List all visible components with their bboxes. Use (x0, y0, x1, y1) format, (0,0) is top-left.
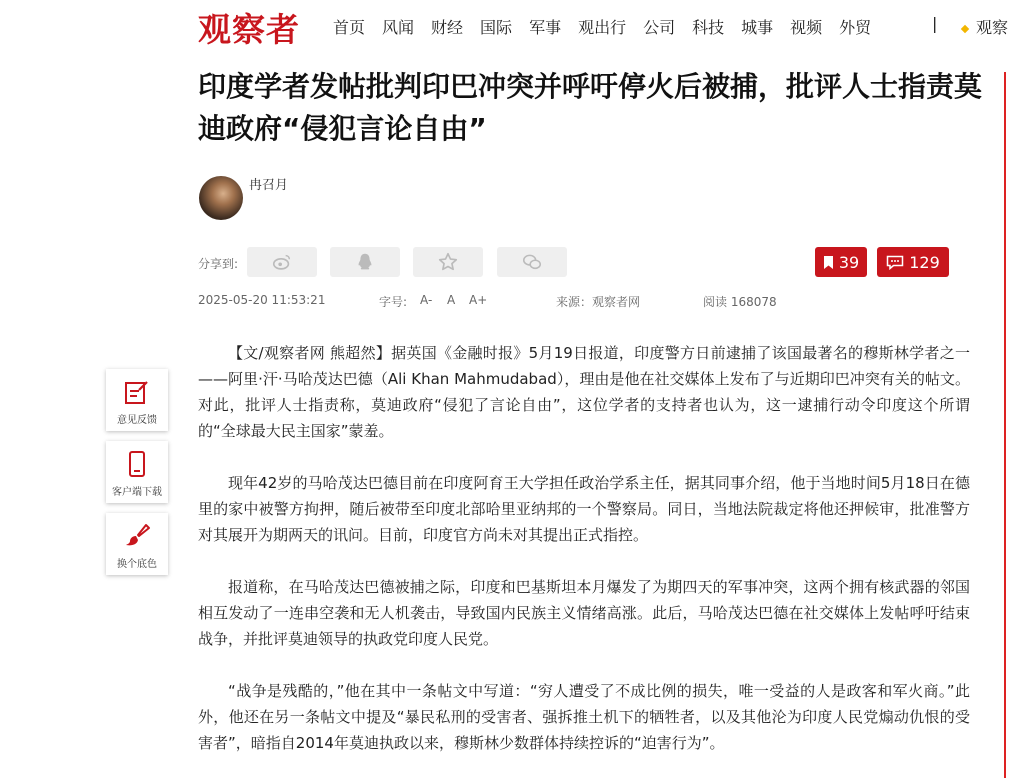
share-label: 分享到: (198, 257, 239, 271)
nav-item-home[interactable]: 首页 (333, 18, 366, 37)
publish-datetime: 2025-05-20 11:53:21 (198, 293, 326, 307)
star-icon (437, 251, 459, 273)
paragraph: 报道称，在马哈茂达巴德被捕之际，印度和巴基斯坦本月爆发了为期四天的军事冲突，这两个拥有核武器的邻国相互发动了一连串空袭和无人机袭击，导致国内民族主义情绪高涨。此后，马哈茂达巴德在社交媒体上发帖呼吁结束战争，并批评莫迪领导的执政党印度人民党。 (198, 578, 970, 648)
font-size-large-button[interactable]: A+ (469, 293, 488, 307)
bookmark-icon (823, 255, 834, 270)
nav-menu (333, 15, 888, 38)
author-name[interactable]: 冉召月 (249, 178, 289, 193)
site-logo[interactable]: 观察者 (198, 10, 300, 49)
article-title: 印度学者发帖批判印巴冲突并呼吁停火后被捕，批评人士指责莫迪政府“侵犯言论自由” (198, 70, 983, 145)
nav-item-company[interactable]: 公司 (643, 18, 676, 37)
bookmark-count-button[interactable] (815, 247, 867, 277)
feedback-icon (122, 377, 152, 407)
font-size-label: 字号: (379, 295, 408, 309)
comment-icon (886, 255, 904, 270)
font-size-small-button[interactable]: A- (420, 293, 433, 307)
feedback-label: 意见反馈 (117, 415, 157, 426)
paragraph: 【文/观察者网 熊超然】据英国《金融时报》5月19日报道，印度警方日前逮捕了该国最著名的穆斯林学者之一——阿里·汗·马哈茂达巴德（Ali Khan Mahmudabad），理由是他在社交媒体上发布了与近期印巴冲突有关的帖文。对此，批评人士指责称，莫迪政府“侵犯了言论自由”，这位学者的支持者也认为，这一逮捕行动令印度这个所谓的“全球最大民主国家”蒙羞。 (198, 344, 970, 440)
diamond-icon (961, 24, 969, 32)
client-download-button[interactable] (106, 441, 168, 503)
comment-count: 129 (909, 252, 940, 272)
change-background-label: 换个底色 (117, 559, 157, 570)
nav-item-international[interactable]: 国际 (480, 18, 513, 37)
font-size-normal-button[interactable]: A (447, 293, 456, 307)
nav-item-trade[interactable]: 外贸 (839, 18, 872, 37)
nav-item-fengwen[interactable]: 风闻 (382, 18, 415, 37)
share-wechat-button[interactable] (497, 247, 567, 277)
nav-extra-label: 观察 (976, 18, 1009, 37)
nav-item-city[interactable]: 城事 (741, 18, 774, 37)
right-rail (1004, 72, 1010, 778)
nav-separator: | (932, 14, 938, 33)
nav-item-travel[interactable]: 观出行 (578, 18, 627, 37)
brush-icon (122, 521, 152, 551)
share-qq-button[interactable] (330, 247, 400, 277)
client-download-label: 客户端下载 (112, 487, 162, 498)
share-weibo-button[interactable] (247, 247, 317, 277)
change-background-button[interactable] (106, 513, 168, 575)
wechat-icon (521, 251, 543, 273)
nav-item-guancha[interactable] (962, 15, 1008, 38)
paragraph: “战争是残酷的，”他在其中一条帖文中写道：“穷人遭受了不成比例的损失，唯一受益的人是政客和军火商。”此外，他还在另一条帖文中提及“暴民私刑的受害者、强拆推土机下的牺牲者，以及其他沦为印度人民党煽动仇恨的受害者”，暗指自2014年莫迪执政以来，穆斯林少数群体持续控诉的“迫害行为”。 (198, 682, 970, 752)
phone-icon (122, 449, 152, 479)
nav-item-finance[interactable]: 财经 (431, 18, 464, 37)
comment-count-button[interactable] (877, 247, 949, 277)
article-body (198, 340, 970, 782)
article-source: 来源：观察者网 (556, 295, 641, 309)
author-avatar[interactable] (199, 176, 243, 220)
nav-item-military[interactable]: 军事 (529, 18, 562, 37)
qq-icon (354, 251, 376, 273)
nav-item-tech[interactable]: 科技 (692, 18, 725, 37)
bookmark-count: 39 (838, 252, 860, 272)
weibo-icon (271, 251, 293, 273)
top-nav (0, 0, 1010, 48)
view-count: 阅读 168078 (703, 295, 777, 309)
nav-item-video[interactable]: 视频 (790, 18, 823, 37)
paragraph: 现年42岁的马哈茂达巴德目前在印度阿育王大学担任政治学系主任，据其同事介绍，他于当地时间5月18日在德里的家中被警方拘押，随后被带至印度北部哈里亚纳邦的一个警察局。同日，当地法院裁定将他还押候审，批准警方对其展开为期两天的讯问。目前，印度官方尚未对其提出正式指控。 (198, 474, 970, 544)
share-favorite-button[interactable] (413, 247, 483, 277)
feedback-button[interactable] (106, 369, 168, 431)
